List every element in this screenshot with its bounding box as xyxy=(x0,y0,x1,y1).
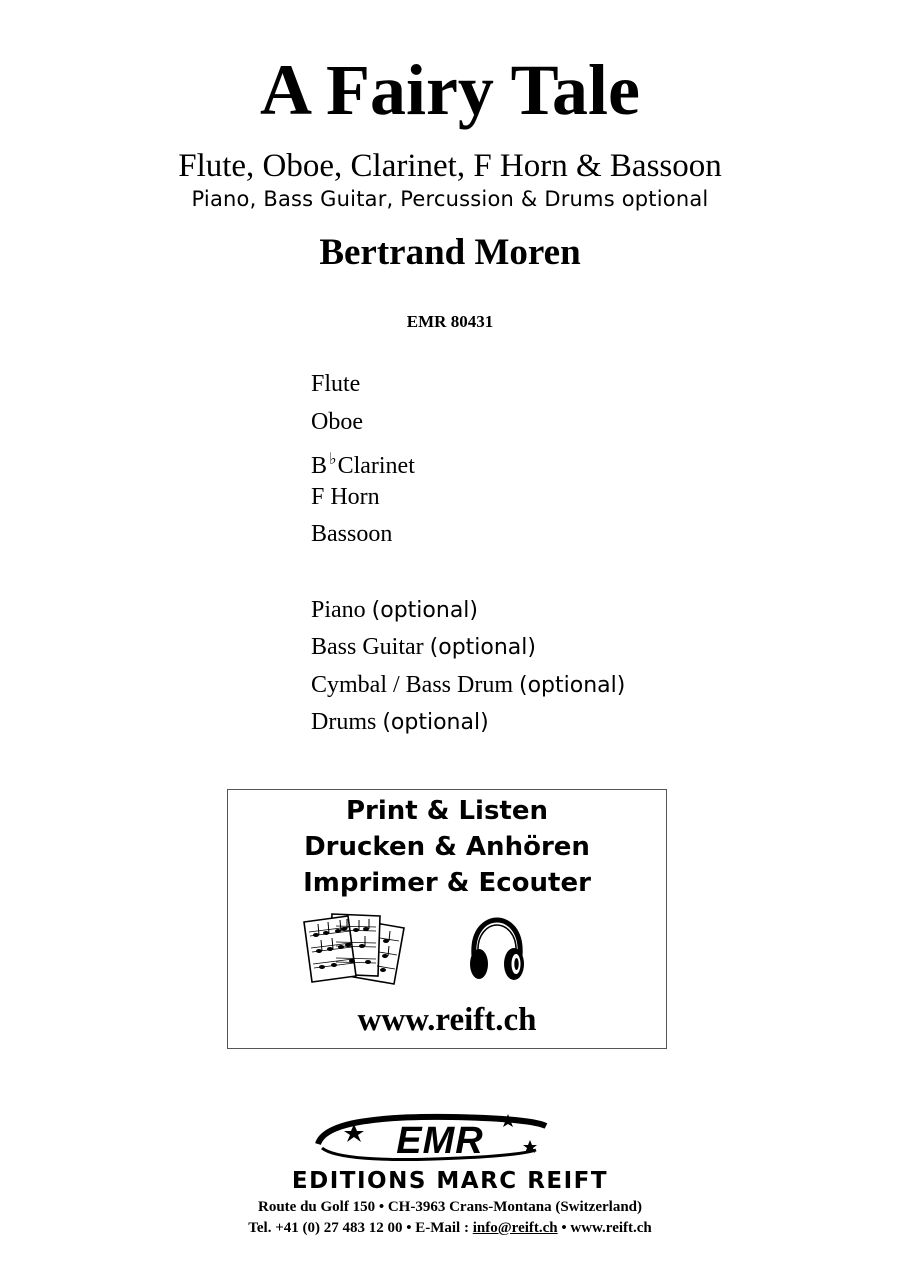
headphones-icon xyxy=(468,916,526,984)
parts-divider xyxy=(311,554,731,592)
email-link[interactable]: info@reift.ch xyxy=(472,1220,558,1236)
publisher-contact: Tel. +41 (0) 27 483 12 00 • E-Mail : info@reift.ch • www.reift.ch xyxy=(248,1220,652,1236)
print-listen-box xyxy=(227,789,667,1049)
promo-url: www.reift.ch xyxy=(357,1002,537,1038)
page-title: A Fairy Tale xyxy=(259,50,641,130)
part-item: Oboe xyxy=(311,408,363,435)
publisher-address: Route du Golf 150 • CH-3963 Crans-Montana (Switzerland) xyxy=(258,1199,642,1215)
optional-part-item: Drums (optional) xyxy=(311,709,489,735)
flat-sign: ♭ xyxy=(329,451,337,468)
sheet-music-icon xyxy=(300,910,412,986)
promo-line-english: Print & Listen xyxy=(345,796,549,826)
parts-list xyxy=(311,366,731,742)
optional-instrumentation: Piano, Bass Guitar, Percussion & Drums optional xyxy=(191,187,709,211)
emr-logo-text: EMR xyxy=(396,1120,484,1162)
emr-logo xyxy=(310,1110,600,1166)
promo-line-german: Drucken & Anhören xyxy=(304,832,590,862)
part-item: B ♭Clarinet xyxy=(311,451,415,479)
instrumentation: Flute, Oboe, Clarinet, F Horn & Bassoon xyxy=(178,148,722,184)
optional-part-item: Bass Guitar (optional) xyxy=(311,634,536,660)
catalog-number: EMR 80431 xyxy=(406,312,494,331)
optional-part-item: Cymbal / Bass Drum (optional) xyxy=(311,671,626,698)
composer: Bertrand Moren xyxy=(319,232,581,273)
part-item: F Horn xyxy=(311,483,380,510)
optional-part-item: Piano (optional) xyxy=(311,596,478,623)
promo-line-french: Imprimer & Ecouter xyxy=(303,868,591,898)
publisher-name: EDITIONS MARC REIFT xyxy=(291,1168,609,1194)
part-item: Flute xyxy=(311,371,361,397)
part-item: Bassoon xyxy=(311,521,393,547)
